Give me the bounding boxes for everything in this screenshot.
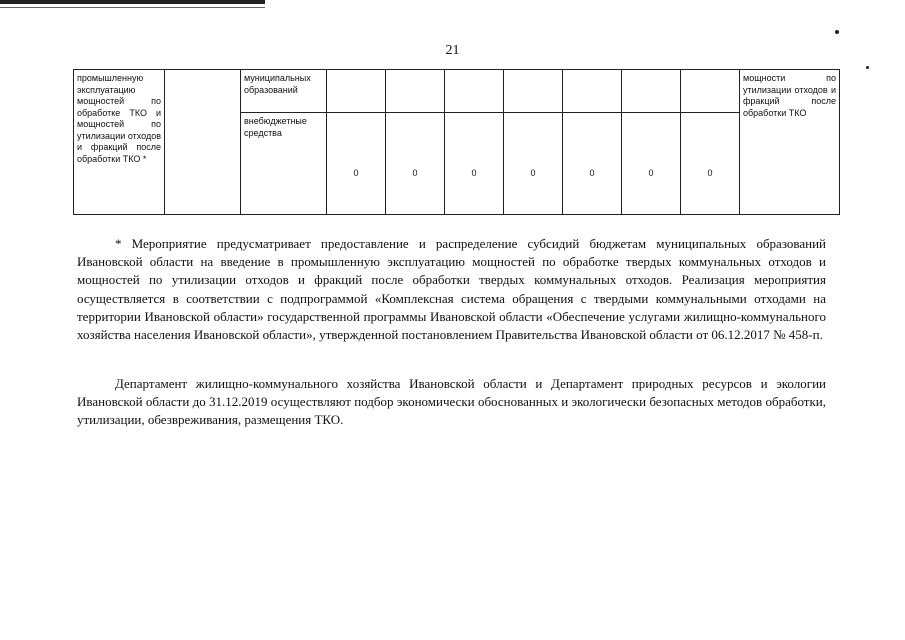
value-cell xyxy=(563,113,622,215)
funding-source-label: муниципальных образований xyxy=(244,73,311,95)
value: 0 xyxy=(353,168,359,178)
top-rule xyxy=(0,0,265,4)
value-cell xyxy=(445,113,504,215)
value-cell xyxy=(327,113,386,215)
value: 0 xyxy=(471,168,477,178)
value-cell xyxy=(681,70,740,113)
funding-source-cell xyxy=(241,113,327,215)
body-paragraph: Департамент жилищно-коммунального хозяйства Ивановской области и Департамент природных ресурсов и экологии Ивановской области до 31.12.2019 осуществляют подбор экономически обоснованных и экологически безопасных методов обработки, утилизации, обезвреживания, размещения ТКО. xyxy=(77,376,826,428)
value-cell xyxy=(386,70,445,113)
value-cell xyxy=(681,113,740,215)
value-cell xyxy=(622,70,681,113)
funding-source-cell xyxy=(241,70,327,113)
funding-source-label: внебюджетные средства xyxy=(244,116,307,138)
value: 0 xyxy=(648,168,654,178)
measure-name: промышленную эксплуатацию мощностей по обработке ТКО и мощностей по утилизации отходов и фракций после обработки ТКО * xyxy=(77,73,161,164)
measures-table xyxy=(73,69,840,215)
value-cell xyxy=(504,70,563,113)
value-cell xyxy=(386,113,445,215)
value-cell xyxy=(504,113,563,215)
value: 0 xyxy=(530,168,536,178)
value: 0 xyxy=(589,168,595,178)
footnote-paragraph: * Мероприятие предусматривает предоставление и распределение субсидий бюджетам муниципальных образований Ивановской области на введение в промышленную эксплуатацию мощностей по обработке твердых коммунальных отходов и мощностей по утилизации отходов и фракций после обработки твердых коммунальных отходов. Реализация мероприятия осуществляется в соответствии с подпрограммой «Комплексная система обращения с твердыми коммунальными отходами на территории Ивановской области» государственной программы Ивановской области «Обеспечение услугами жилищно-коммунального хозяйства населения Ивановской области», утвержденной постановлением Правительства Ивановской области от 06.12.2017 № 458-п. xyxy=(77,236,826,343)
table-row xyxy=(74,70,840,113)
measure-name-cell xyxy=(74,70,165,215)
scan-speck xyxy=(866,66,869,69)
value: 0 xyxy=(412,168,418,178)
scan-speck xyxy=(835,30,839,34)
result-cell xyxy=(740,70,840,215)
top-rule-thin xyxy=(0,7,265,8)
page-number: 21 xyxy=(445,43,460,58)
value: 0 xyxy=(707,168,713,178)
value-cell xyxy=(563,70,622,113)
empty-cell xyxy=(165,70,241,215)
value-cell xyxy=(622,113,681,215)
value-cell xyxy=(327,70,386,113)
value-cell xyxy=(445,70,504,113)
result-text: мощности по утилизации отходов и фракций после обработки ТКО xyxy=(743,73,836,118)
